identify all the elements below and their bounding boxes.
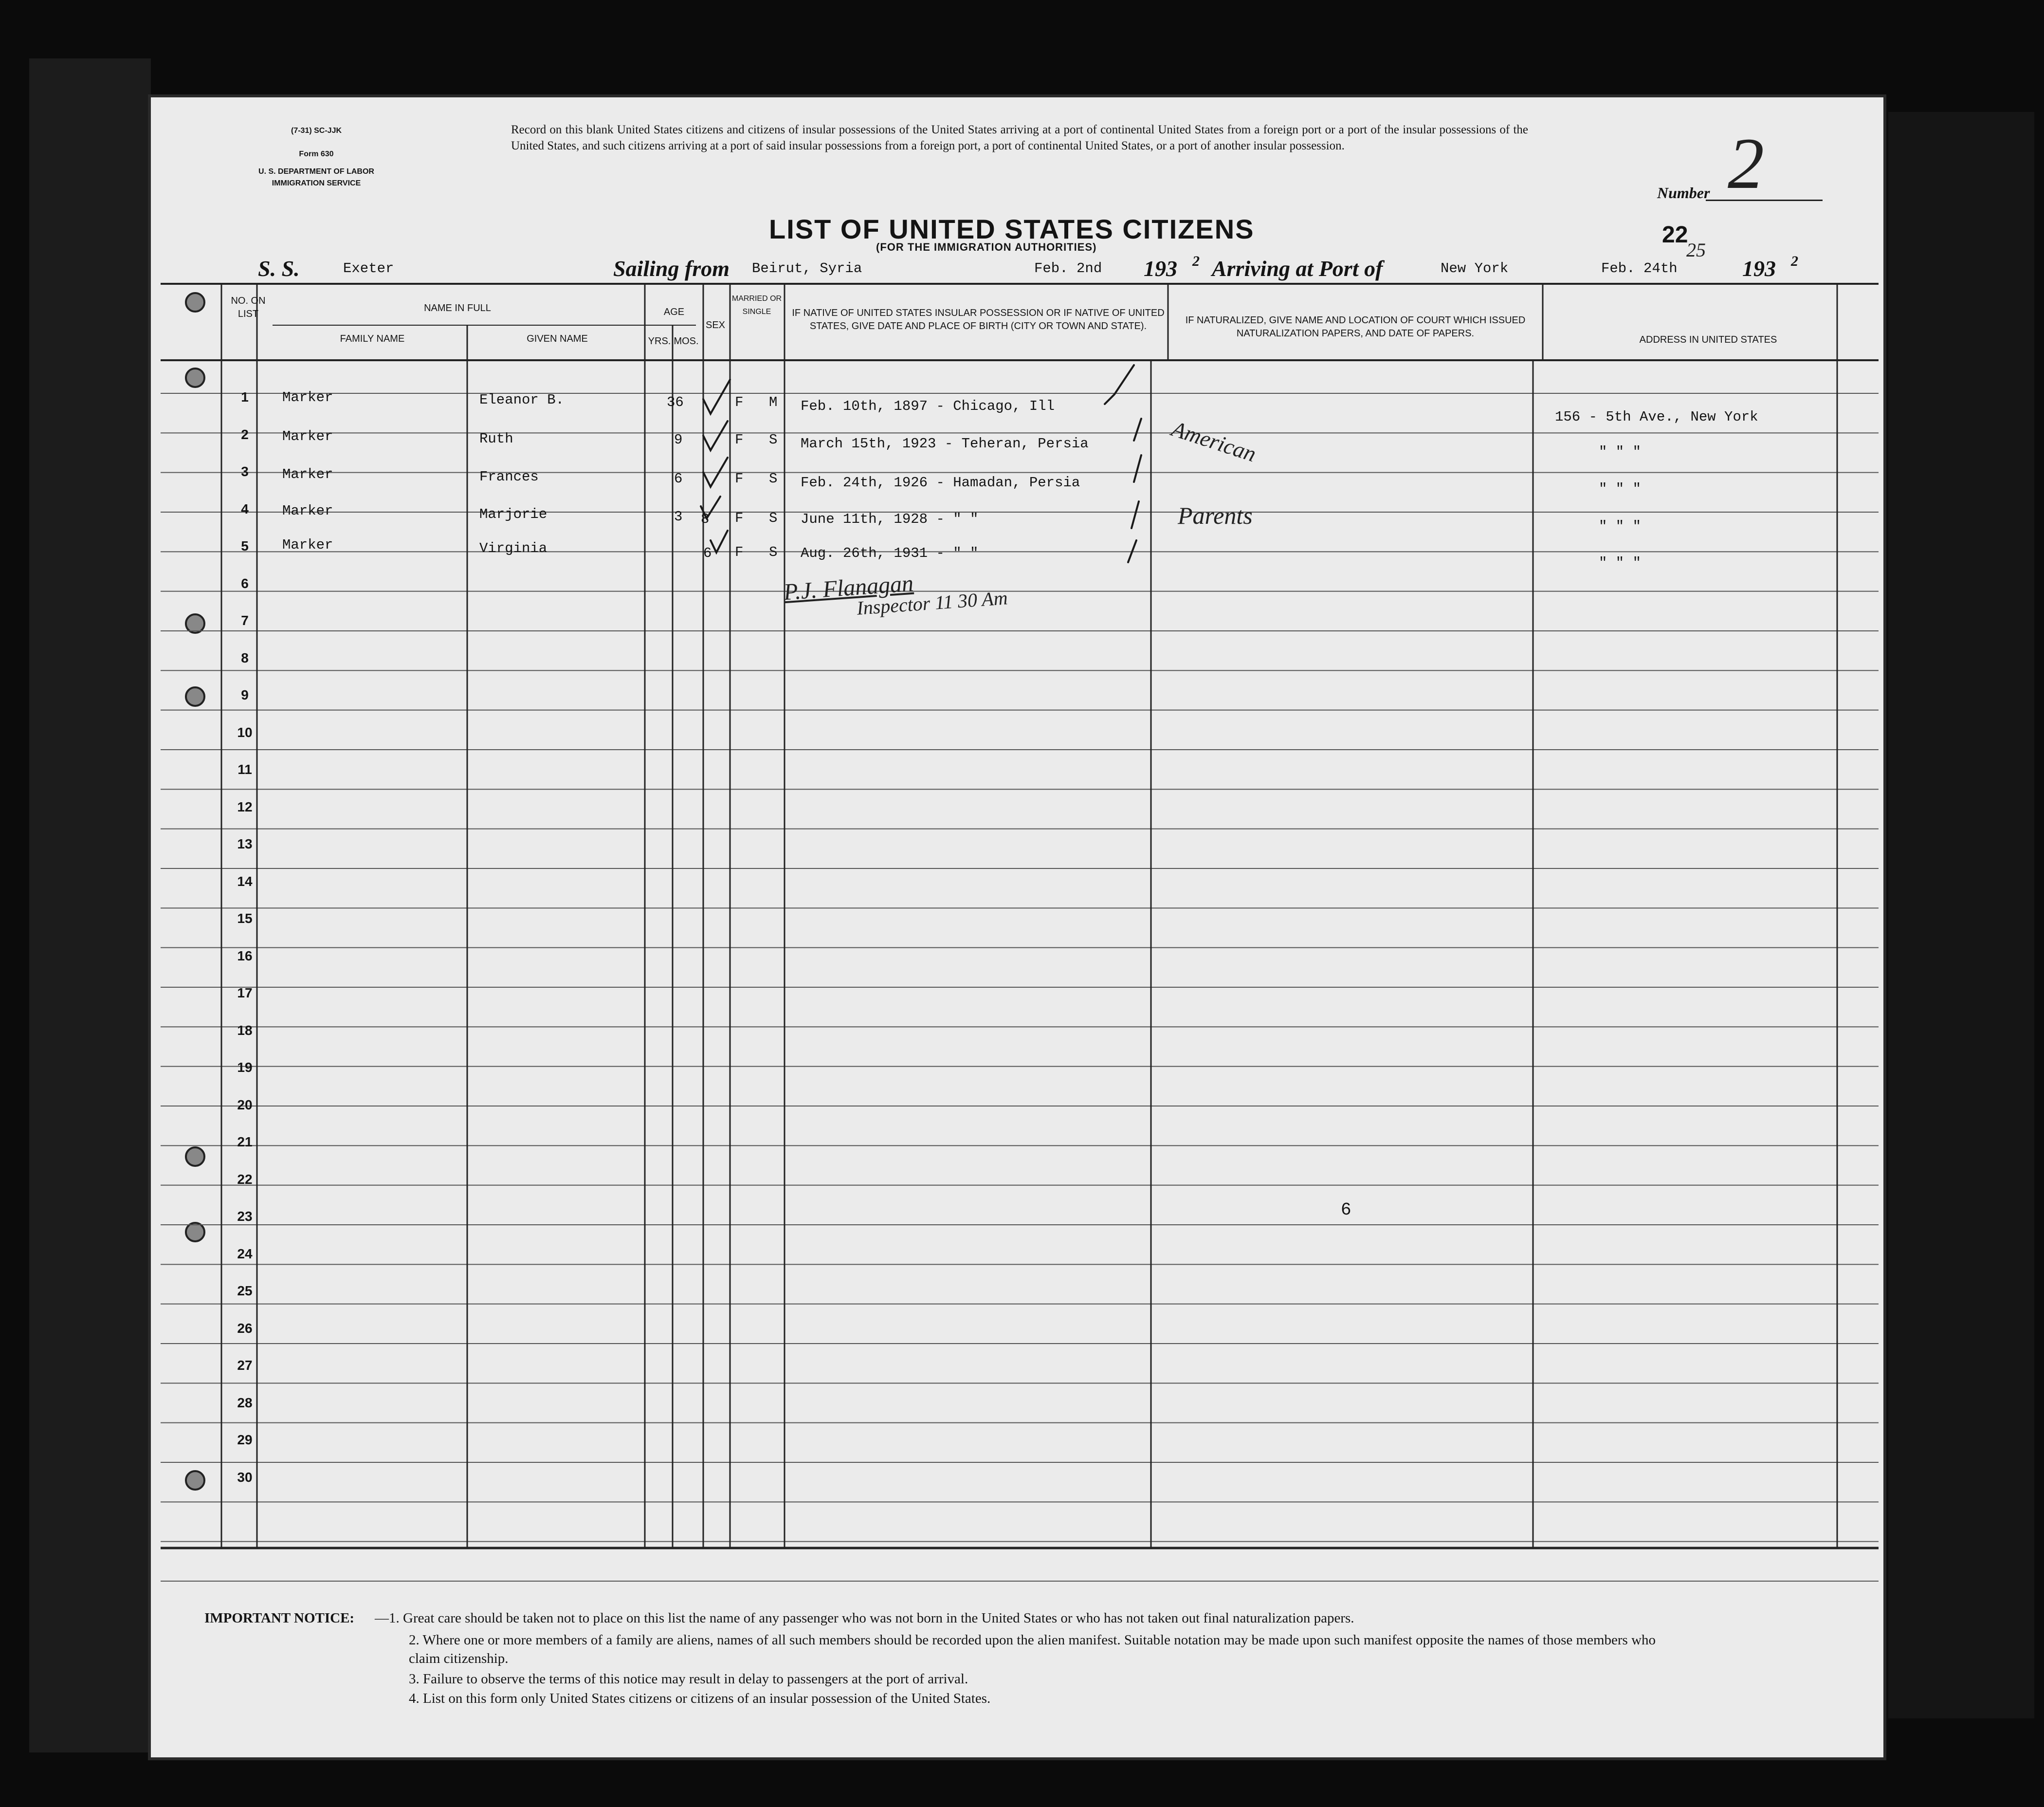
row-number: 22 [237,1171,253,1187]
family-name: Marker [282,428,333,444]
row-number: 28 [237,1395,253,1410]
naturalized-note: Parents [1178,502,1253,529]
family-name: Marker [282,466,333,482]
header-family-name: FAMILY NAME [340,333,405,344]
family-name: Marker [282,389,333,406]
given-name: Virginia [479,540,548,556]
arrival-date-correction: 25 [1686,239,1706,261]
inspector-title: Inspector 11 30 Am [856,587,1008,619]
marital-status: S [769,471,778,487]
notice-item: —1. Great care should be taken not to place on this list the name of any passenger who was not born in the United States or who has not taken out final naturalization papers. [375,1610,1354,1626]
birth-date-place: March 15th, 1923 - Teheran, Persia [801,436,1089,452]
departure-port: Beirut, Syria [752,260,862,277]
address: 156 - 5th Ave., New York [1555,409,1758,425]
naturalized-note: American [1168,416,1259,467]
header-mos: MOS. [674,336,699,347]
address: " " " [1599,444,1642,460]
number-value: 2 [1728,123,1764,204]
number-label: Number [1657,184,1710,202]
header-given-name: GIVEN NAME [527,333,588,344]
marital-status: M [769,394,778,410]
header-naturalized: IF NATURALIZED, GIVE NAME AND LOCATION OF COURT WHICH ISSUED NATURALIZATION PAPERS, AND DATE OF PAPERS. [1185,315,1526,339]
sailing-year-prefix: 193 [1144,256,1177,281]
notice-item: 4. List on this form only United States citizens or citizens of an insular possession of the United States. [409,1691,991,1706]
record-instructions: Record on this blank United States citizens and citizens of insular possessions of the United States arriving at a port of continental United States from a foreign port or a port of the insular possessions of the United States, and such citizens arriving at a port of said insular possessions from a foreign port, a port of continental United States, or a port of another insular possession. [511,123,1528,152]
header-address: ADDRESS IN UNITED STATES [1639,334,1777,345]
check-mark-icon [701,497,720,518]
address: " " " [1599,518,1642,535]
sex: F [735,471,744,487]
notice-item: 3. Failure to observe the terms of this notice may result in delay to passengers at the port of arrival. [409,1671,968,1687]
row-number: 2 [241,426,249,442]
row-number: 12 [237,799,253,814]
row-number: 10 [237,724,253,740]
row-number: 7 [241,613,249,628]
birth-date-place: Feb. 24th, 1926 - Hamadan, Persia [801,475,1080,491]
header-birth: IF NATIVE OF UNITED STATES INSULAR POSSESSION OR IF NATIVE OF UNITED STATES, GIVE DATE AND PLACE OF BIRTH (CITY OR TOWN AND STATE). [792,308,1165,332]
sex: F [735,394,744,410]
ss-label: S. S. [258,256,300,281]
row-number: 18 [237,1022,253,1038]
birth-date-place: June 11th, 1928 - " " [801,511,979,527]
age-months: 8 [701,511,710,527]
arrival-year-prefix: 193 [1742,256,1776,281]
row-number: 8 [241,650,249,665]
row-number: 27 [237,1358,253,1373]
row-number: 16 [237,948,253,963]
given-name: Eleanor B. [479,392,565,408]
sex: F [735,544,744,560]
page-subtitle: (FOR THE IMMIGRATION AUTHORITIES) [876,241,1097,253]
age-years: 6 [674,471,683,487]
row-number: 4 [241,501,249,516]
row-number: 3 [241,464,249,479]
row-number: 15 [237,911,253,926]
row-number: 6 [241,575,249,591]
sailing-label: Sailing from [613,256,730,281]
row-number: 25 [237,1283,253,1298]
marital-status: S [769,510,778,526]
check-mark-icon [1105,365,1134,404]
row-number: 13 [237,836,253,851]
header-sex: SEX [705,320,726,331]
check-mark-icon [1128,540,1136,562]
header-no-on-list: NO. ON LIST [231,295,266,319]
form-code: (7-31) SC-JJK [291,127,342,135]
address: " " " [1599,481,1642,497]
row-number: 21 [237,1134,253,1149]
sex: F [735,432,744,448]
family-name: Marker [282,503,333,519]
row-number: 17 [237,985,253,1000]
given-name: Frances [479,469,539,485]
check-mark-icon [703,458,728,487]
header-married-single: MARRIED OR SINGLE [731,295,782,316]
given-name: Ruth [479,431,513,447]
check-mark-icon [711,531,728,553]
birth-date-place: Feb. 10th, 1897 - Chicago, Ill [801,398,1055,414]
row-number: 14 [237,873,253,889]
form-number: Form 630 [299,150,334,158]
marital-status: S [769,432,778,448]
row-number: 30 [237,1469,253,1485]
row-number: 1 [241,389,249,405]
row-number: 29 [237,1432,253,1447]
check-mark-icon [703,421,728,450]
check-mark-icon [1134,419,1141,441]
row-number: 20 [237,1097,253,1112]
row-number: 11 [237,762,252,777]
row-number: 19 [237,1060,253,1075]
row-number: 26 [237,1320,253,1336]
age-years: 3 [674,509,683,525]
header-age: AGE [663,307,685,317]
number-sub: 22 [1662,222,1688,248]
row-number: 9 [241,687,249,702]
check-mark-icon [1134,455,1141,482]
sailing-year-digit: 2 [1192,253,1200,269]
row-number: 24 [237,1246,253,1261]
birth-date-place: Aug. 26th, 1931 - " " [801,545,979,561]
sailing-date: Feb. 2nd [1034,260,1102,277]
row-number: 5 [241,538,249,553]
notice-item: 2. Where one or more members of a family are aliens, names of all such members should be recorded upon the alien manifest. Suitable notation may be made upon such manifest opposite the names of those members who claim citizenship. [409,1632,1656,1666]
arrival-date: Feb. 24th [1601,260,1678,277]
sex: F [735,510,744,526]
age-years: 9 [674,432,683,448]
check-mark-icon [1132,501,1139,528]
passenger-count: 6 [1341,1200,1351,1220]
inspector-signature: P.J. Flanagan [783,570,914,606]
notice-label: IMPORTANT NOTICE: [204,1610,355,1626]
ship-name: Exeter [343,260,394,277]
marital-status: S [769,544,778,560]
age-years: 36 [667,394,684,410]
row-number: 23 [237,1209,253,1224]
arriving-label: Arriving at Port of [1212,256,1383,281]
check-mark-icon [703,380,730,414]
given-name: Marjorie [479,506,548,522]
age-months: 6 [703,545,712,561]
header-name-in-full: NAME IN FULL [424,303,491,313]
header-yrs: YRS. [648,336,671,347]
arrival-port: New York [1441,260,1509,277]
arrival-year-digit: 2 [1791,253,1798,269]
service: IMMIGRATION SERVICE [272,179,361,187]
department: U. S. DEPARTMENT OF LABOR [258,167,374,176]
page-title: LIST OF UNITED STATES CITIZENS [769,214,1255,244]
family-name: Marker [282,537,333,553]
address: " " " [1599,555,1642,571]
